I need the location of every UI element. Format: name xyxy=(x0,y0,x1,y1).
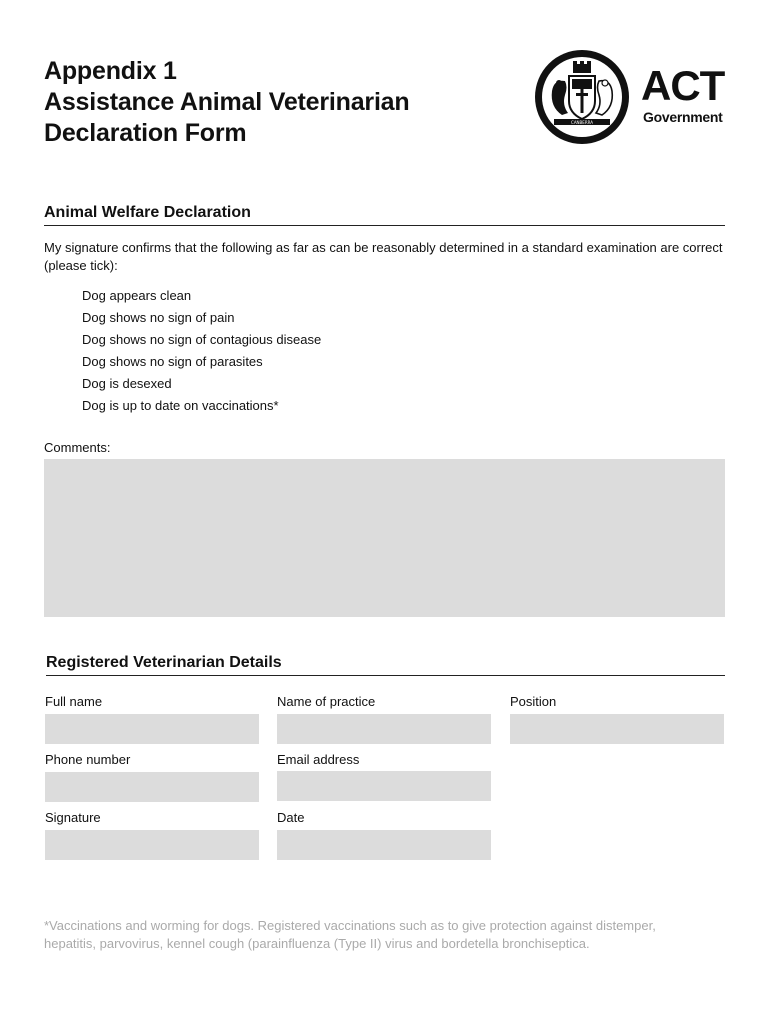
signature-label: Signature xyxy=(45,810,101,825)
act-government-logo xyxy=(532,47,728,147)
date-field[interactable] xyxy=(277,830,491,860)
title-line-3: Declaration Form xyxy=(44,119,247,147)
welfare-heading: Animal Welfare Declaration xyxy=(44,203,725,226)
comments-textarea[interactable] xyxy=(44,459,725,617)
checklist-item[interactable]: Dog is up to date on vaccinations* xyxy=(82,398,279,413)
welfare-checklist xyxy=(82,285,321,417)
act-wordmark: ACT xyxy=(641,62,725,109)
title-line-1: Appendix 1 xyxy=(44,57,177,85)
checklist-item[interactable]: Dog is desexed xyxy=(82,376,172,391)
position-label: Position xyxy=(510,694,557,709)
coat-of-arms-icon xyxy=(532,47,632,147)
email-label: Email address xyxy=(277,752,360,767)
vet-heading: Registered Veterinarian Details xyxy=(46,653,725,676)
crest-motto: CANBERRA xyxy=(571,120,593,125)
phone-label: Phone number xyxy=(45,752,131,767)
comments-label: Comments: xyxy=(44,440,111,455)
page-title xyxy=(44,56,409,149)
full-name-field[interactable] xyxy=(45,714,259,744)
welfare-intro: My signature confirms that the following as far as can be reasonably determined in a standard examination are correct (please tick): xyxy=(44,240,723,273)
government-wordmark: Government xyxy=(643,109,723,125)
full-name-label: Full name xyxy=(45,694,103,709)
email-field[interactable] xyxy=(277,771,491,801)
signature-field[interactable] xyxy=(45,830,259,860)
vaccination-footnote: *Vaccinations and worming for dogs. Registered vaccinations such as to give protection against distemper, hepatitis, parvovirus, kennel cough (parainfluenza (Type II) virus and bordetella bronchiseptica. xyxy=(44,918,656,951)
title-line-2: Assistance Animal Veterinarian xyxy=(44,88,410,116)
phone-field[interactable] xyxy=(45,772,259,802)
practice-label: Name of practice xyxy=(277,694,376,709)
date-label: Date xyxy=(277,810,305,825)
checklist-item[interactable]: Dog appears clean xyxy=(82,288,192,303)
checklist-item[interactable]: Dog shows no sign of pain xyxy=(82,310,235,325)
checklist-item[interactable]: Dog shows no sign of contagious disease xyxy=(82,332,322,347)
checklist-item[interactable]: Dog shows no sign of parasites xyxy=(82,354,263,369)
position-field[interactable] xyxy=(510,714,724,744)
practice-field[interactable] xyxy=(277,714,491,744)
